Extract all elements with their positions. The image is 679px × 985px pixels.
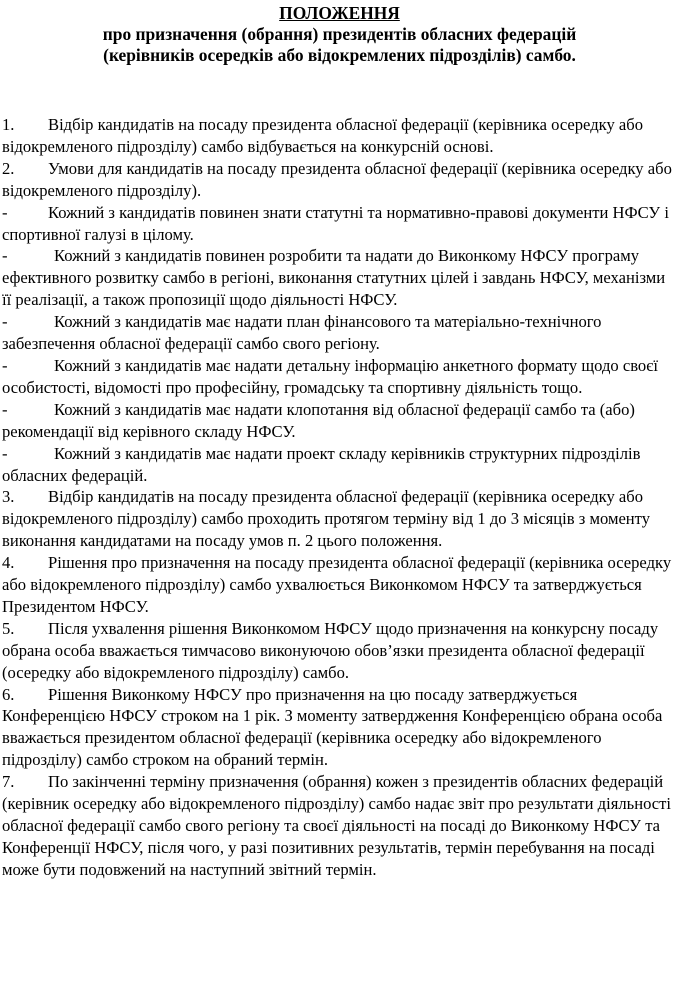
- dash-marker: -: [2, 312, 8, 332]
- clause-3: [2, 486, 677, 552]
- condition-text: Кожний з кандидатів повинен розробити та надати до Виконкому НФСУ програму ефективного розвитку самбо в регіоні, виконання статутних цілей і завдань НФСУ, механізми її реалізації, а також пропозиції щодо діяльності НФСУ.: [2, 246, 666, 310]
- spacer: [2, 66, 677, 114]
- condition-text: Кожний з кандидатів має надати план фінансового та матеріально-технічного забезпечення обласної федерації самбо свого регіону.: [2, 312, 602, 354]
- condition-item: [2, 399, 677, 443]
- condition-item: [2, 355, 677, 399]
- dash-marker: -: [2, 399, 8, 419]
- condition-item: [2, 311, 677, 355]
- clause-number: 6.: [2, 684, 15, 704]
- clause-5: [2, 618, 677, 684]
- clause-1: [2, 114, 677, 158]
- document-subtitle-line-1: про призначення (обрання) президентів обласних федерацій: [102, 24, 577, 44]
- condition-text: Кожний з кандидатів має надати клопотання від обласної федерації самбо та (або) рекомендації від керівного складу НФСУ.: [2, 399, 635, 441]
- condition-text: Кожний з кандидатів повинен знати статутні та нормативно-правові документи НФСУ і спортивної галузі в цілому.: [2, 202, 669, 244]
- clause-7: [2, 771, 677, 881]
- document-subtitle-line-2: (керівників осередків або відокремлених підрозділів) самбо.: [103, 45, 576, 65]
- clause-text: Відбір кандидатів на посаду президента обласної федерації (керівника осередку або відокремленого підрозділу) самбо відбувається на конкурсній основі.: [2, 115, 644, 156]
- document-title: ПОЛОЖЕННЯ: [279, 3, 400, 23]
- condition-item: [2, 245, 677, 311]
- clause-text: Рішення про призначення на посаду президента обласної федерації (керівника осередку або відокремленого підрозділу) самбо ухвалюється Виконкомом НФСУ та затверджується Президентом НФСУ.: [2, 553, 672, 616]
- dash-marker: -: [2, 443, 8, 463]
- dash-marker: -: [2, 246, 8, 266]
- clause-text: Рішення Виконкому НФСУ про призначення на цю посаду затверджується Конференцією НФСУ строком на 1 рік. З моменту затвердження Конференцією обрана особа вважається президентом обласної федерації (керівника осередку або відокремленого підрозділу) самбо строком на обраний термін.: [2, 684, 663, 770]
- clause-number: 4.: [2, 553, 15, 573]
- clause-text: Умови для кандидатів на посаду президента обласної федерації (керівника осередку або відокремленого підрозділу).: [2, 158, 672, 200]
- clause-2: [2, 158, 677, 202]
- clause-number: 5.: [2, 618, 15, 638]
- clause-text: Після ухвалення рішення Виконкомом НФСУ щодо призначення на конкурсну посаду обрана особа вважається тимчасово виконуючою обов’язки президента обласної федерації (осередку або відокремленого підрозділу) самбо.: [2, 618, 659, 682]
- clause-number: 7.: [2, 772, 15, 792]
- clause-text: По закінченні терміну призначення (обрання) кожен з президентів обласних федерацій (керівник осередку або відокремленого підрозділу) самбо надає звіт про результати діяльності обласної федерації самбо свого регіону та своєї діяльності на посаді до Виконкому НФСУ та Конференції НФСУ, після чого, у разі позитивних результатів, термін перебування на посаді може бути подовжений на наступний звітний термін.: [2, 772, 672, 879]
- condition-text: Кожний з кандидатів має надати детальну інформацію анкетного формату щодо своєї особистості, відомості про професійну, громадську та спортивну діяльність тощо.: [2, 355, 658, 397]
- condition-item: [2, 443, 677, 487]
- clause-text: Відбір кандидатів на посаду президента обласної федерації (керівника осередку або відокремленого підрозділу) самбо проходить протягом терміну від 1 до 3 місяців з моменту виконання кандидатами на посаду умов п. 2 цього положення.: [2, 487, 651, 551]
- clause-number: 1.: [2, 115, 15, 134]
- condition-text: Кожний з кандидатів має надати проект складу керівників структурних підрозділів обласних федерацій.: [2, 443, 641, 485]
- clause-6: [2, 684, 677, 772]
- clause-number: 2.: [2, 158, 15, 178]
- dash-marker: -: [2, 202, 8, 222]
- clause-4: [2, 552, 677, 618]
- condition-item: [2, 202, 677, 246]
- dash-marker: -: [2, 355, 8, 375]
- clause-number: 3.: [2, 487, 15, 507]
